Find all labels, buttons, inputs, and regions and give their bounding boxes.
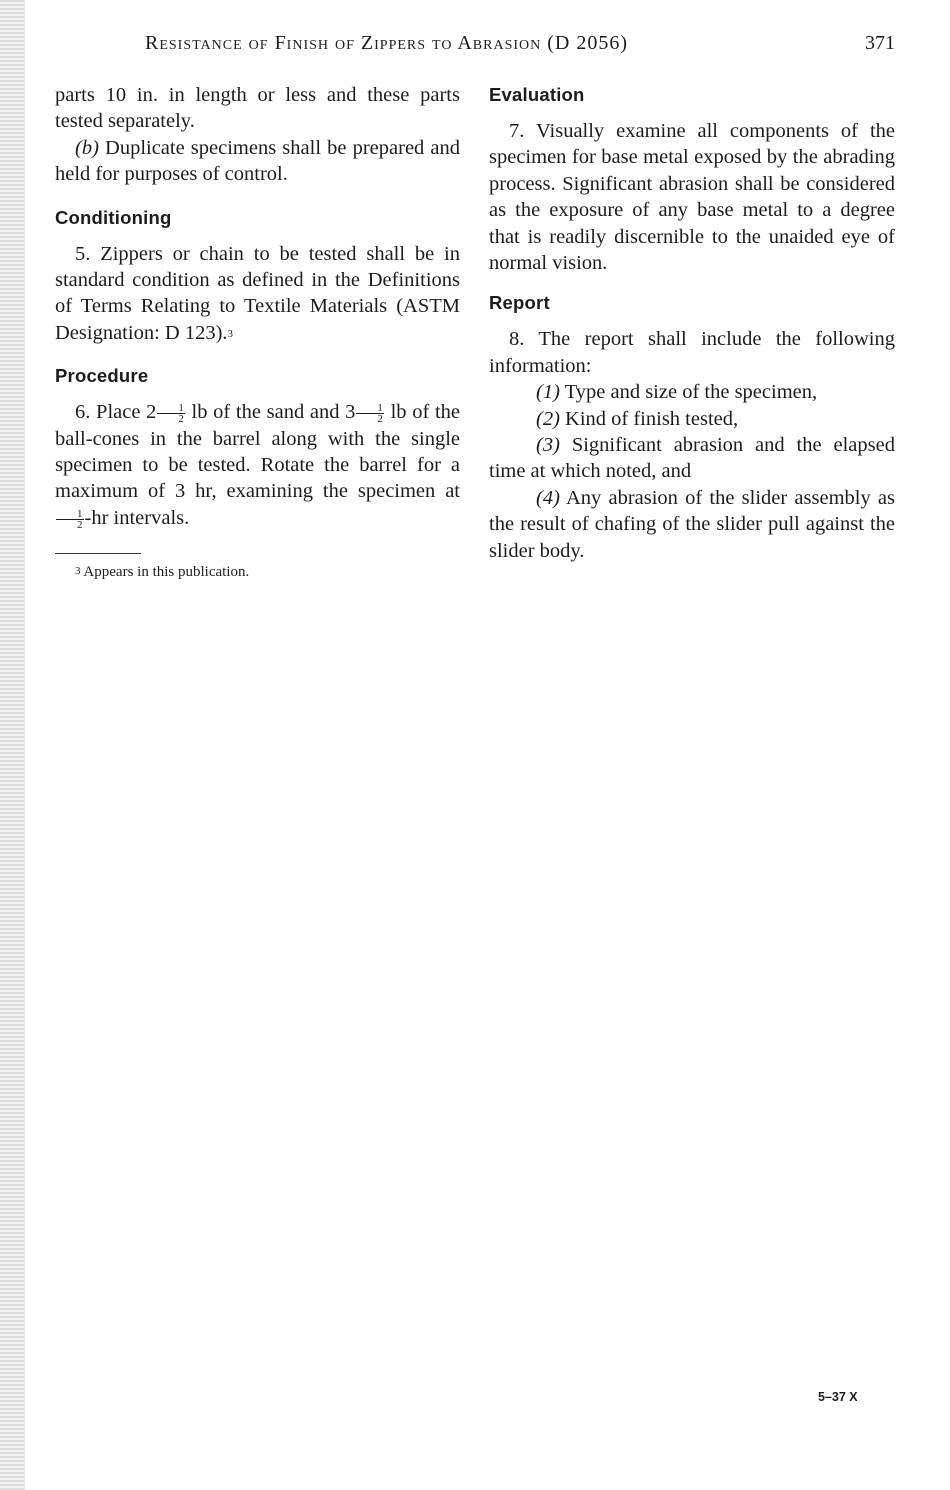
fraction: $\frac{1}{2}$ — [56, 509, 84, 530]
paragraph-8: 8. The report shall include the following information: — [489, 328, 895, 377]
footnote-rule — [55, 553, 141, 554]
scanned-page-edge — [0, 0, 25, 1490]
continued-paragraph: parts 10 in. in length or less and these parts tested separately. — [55, 84, 460, 133]
fraction: $\frac{1}{2}$ — [157, 403, 185, 424]
heading-report: Report — [489, 292, 550, 314]
left-column — [55, 82, 460, 582]
paragraph-5: 5. Zippers or chain to be tested shall be in standard condition as defined in the Definitions of Terms Relating to Textile Materials (ASTM Designation: D 123).$^3$ — [55, 242, 460, 344]
list-item: (2) Kind of finish tested, — [536, 407, 739, 430]
list-item: (1) Type and size of the specimen, — [536, 381, 818, 404]
right-column — [489, 82, 895, 564]
page-header — [55, 32, 895, 62]
item-label: (b) — [75, 136, 99, 159]
paragraph-4b: (b) Duplicate specimens shall be prepared and held for purposes of control. — [55, 136, 460, 186]
running-title: Resistance of Finish of Zippers to Abrasion (D 2056) — [145, 32, 629, 54]
heading-procedure: Procedure — [55, 365, 149, 387]
list-item: (3) Significant abrasion and the elapsed time at which noted, and — [489, 434, 895, 483]
footnote-ref: 3 — [227, 327, 234, 340]
page-code: 5–37 X — [818, 1390, 858, 1404]
footnote: $^3$ Appears in this publication. — [75, 564, 250, 581]
list-item: (4) Any abrasion of the slider assembly as the result of chafing of the slider pull against the slider body. — [489, 486, 895, 562]
heading-evaluation: Evaluation — [489, 84, 585, 105]
heading-conditioning: Conditioning — [55, 206, 172, 228]
paragraph-6: 6. Place 2 $\frac{1}{2}$ lb of the sand and 3 $\frac{1}{2}$ lb of the ball-cones in the barrel along with the single specimen to be tested. Rotate the barrel for a maximum of 3 hr, examining the specimen at $\frac{1}{2}$ -hr intervals. — [55, 401, 460, 531]
fraction: $\frac{1}{2}$ — [356, 403, 384, 424]
page-number: 371 — [865, 32, 895, 54]
paragraph-7: 7. Visually examine all components of the specimen for base metal exposed by the abrading process. Significant abrasion shall be considered as the exposure of any base metal to a degree that is readily discernible to the unaided eye of normal vision. — [489, 120, 895, 275]
